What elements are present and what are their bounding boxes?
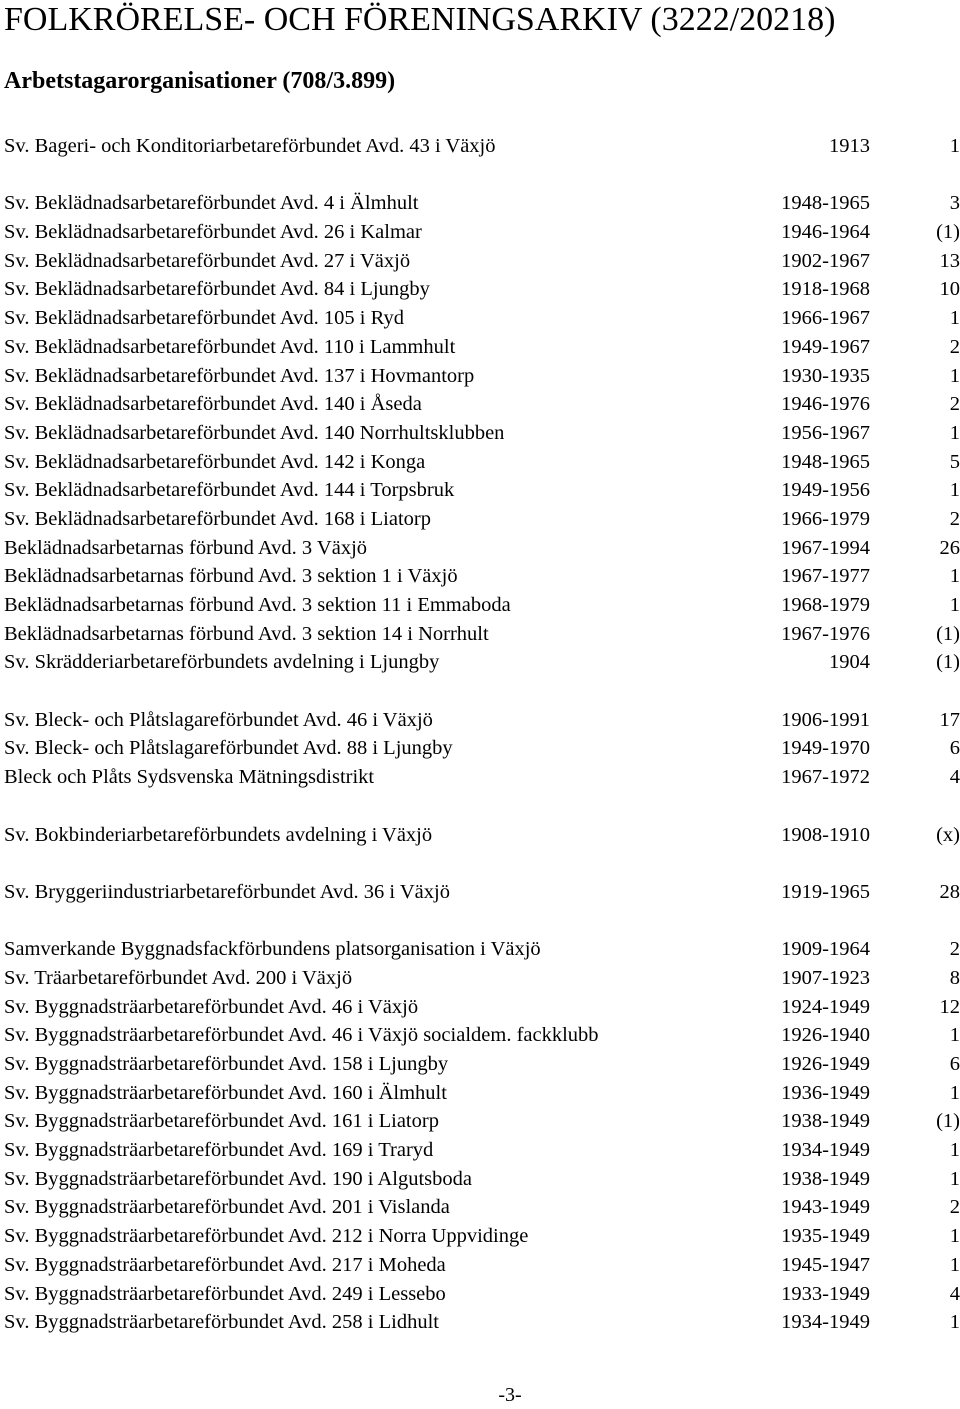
organisation-name: Bleck och Plåts Sydsvenska Mätningsdistrikt (4, 766, 375, 789)
organisation-name: Sv. Skrädderiarbetareförbundets avdelning i Ljungby (4, 651, 440, 674)
date-range: 1918-1968 (781, 278, 870, 301)
archive-row (4, 935, 960, 964)
archive-row (4, 648, 960, 677)
volume-count: 1 (949, 565, 960, 588)
archive-row (4, 620, 960, 649)
organisation-name: Sv. Beklädnadsarbetareförbundet Avd. 110 i Lammhult (4, 335, 456, 358)
organisation-name: Sv. Beklädnadsarbetareförbundet Avd. 142 i Konga (4, 450, 426, 473)
archive-group (4, 878, 960, 907)
archive-row (4, 275, 960, 304)
archive-row (4, 476, 960, 505)
volume-count: 1 (949, 1024, 960, 1047)
archive-row (4, 964, 960, 993)
organisation-name: Sv. Beklädnadsarbetareförbundet Avd. 84 i Ljungby (4, 278, 430, 301)
archive-row (4, 1251, 960, 1280)
volume-count: (1) (936, 221, 960, 244)
archive-row (4, 505, 960, 534)
organisation-name: Sv. Beklädnadsarbetareförbundet Avd. 144 i Torpsbruk (4, 479, 455, 502)
organisation-name: Sv. Beklädnadsarbetareförbundet Avd. 140 Norrhultsklubben (4, 421, 505, 444)
archive-row (4, 362, 960, 391)
archive-row (4, 189, 960, 218)
date-range: 1926-1949 (781, 1053, 870, 1075)
archive-row (4, 1136, 960, 1165)
volume-count: 1 (949, 421, 960, 444)
organisation-name: Sv. Byggnadsträarbetareförbundet Avd. 190 i Algutsboda (4, 1167, 472, 1190)
date-range: 1938-1949 (781, 1167, 870, 1190)
archive-group (4, 706, 960, 792)
archive-row (4, 763, 960, 792)
date-range: 1936-1949 (781, 1081, 870, 1104)
date-range: 1956-1967 (781, 421, 870, 444)
date-range: 1904 (829, 651, 870, 674)
archive-row (4, 591, 960, 620)
organisation-name: Sv. Byggnadsträarbetareförbundet Avd. 217 i Moheda (4, 1253, 446, 1276)
organisation-name: Beklädnadsarbetarnas förbund Avd. 3 sektion 11 i Emmaboda (4, 594, 511, 616)
volume-count: 1 (949, 135, 960, 157)
organisation-name: Sv. Byggnadsträarbetareförbundet Avd. 160 i Älmhult (4, 1081, 447, 1104)
volume-count: 8 (949, 966, 960, 989)
date-range: 1930-1935 (781, 364, 870, 387)
date-range: 1902-1967 (781, 249, 870, 272)
archive-row (4, 821, 960, 850)
volume-count: 1 (949, 364, 960, 387)
organisation-name: Sv. Byggnadsträarbetareförbundet Avd. 201 i Vislanda (4, 1196, 450, 1219)
archive-row (4, 1165, 960, 1194)
volume-count: 4 (949, 766, 960, 789)
organisation-name: Sv. Byggnadsträarbetareförbundet Avd. 161 i Liatorp (4, 1110, 439, 1133)
volume-count: 2 (949, 507, 960, 530)
organisation-name: Sv. Bageri- och Konditoriarbetareförbundet Avd. 43 i Växjö (4, 135, 496, 157)
volume-count: 26 (939, 536, 960, 559)
archive-row (4, 1021, 960, 1050)
date-range: 1935-1949 (781, 1225, 870, 1248)
date-range: 1949-1956 (781, 479, 870, 502)
volume-count: 2 (949, 335, 960, 358)
volume-count: 1 (949, 1167, 960, 1190)
date-range: 1946-1976 (781, 393, 870, 416)
organisation-name: Sv. Beklädnadsarbetareförbundet Avd. 27 i Växjö (4, 249, 411, 272)
archive-row (4, 419, 960, 448)
organisation-name: Beklädnadsarbetarnas förbund Avd. 3 sektion 1 i Växjö (4, 565, 458, 588)
archive-row (4, 734, 960, 763)
organisation-name: Sv. Bokbinderiarbetareförbundets avdelning i Växjö (4, 823, 433, 846)
volume-count: 4 (949, 1282, 960, 1305)
date-range: 1934-1949 (781, 1311, 870, 1334)
organisation-name: Sv. Byggnadsträarbetareförbundet Avd. 46 i Växjö (4, 995, 419, 1018)
date-range: 1967-1976 (781, 622, 870, 645)
date-range: 1966-1979 (781, 507, 870, 530)
archive-row (4, 390, 960, 419)
volume-count: 6 (949, 737, 960, 760)
archive-row (4, 1079, 960, 1108)
volume-count: 10 (939, 278, 960, 301)
archive-row (4, 218, 960, 247)
archive-row (4, 247, 960, 276)
date-range: 1934-1949 (781, 1139, 870, 1162)
archive-row (4, 878, 960, 907)
organisation-name: Sv. Byggnadsträarbetareförbundet Avd. 249 i Lessebo (4, 1282, 446, 1305)
archive-row (4, 706, 960, 735)
organisation-name: Sv. Beklädnadsarbetareförbundet Avd. 168 i Liatorp (4, 507, 431, 530)
archive-group (4, 821, 960, 850)
organisation-name: Samverkande Byggnadsfackförbundens platsorganisation i Växjö (4, 938, 541, 961)
archive-group (4, 935, 960, 1337)
section-heading: Arbetstagarorganisationer (708/3.899) (4, 68, 396, 94)
archive-row (4, 562, 960, 591)
date-range: 1966-1967 (781, 307, 870, 330)
date-range: 1919-1965 (781, 880, 870, 903)
organisation-name: Sv. Beklädnadsarbetareförbundet Avd. 140 i Åseda (4, 393, 422, 416)
volume-count: 1 (949, 594, 960, 616)
archive-list (4, 132, 960, 1366)
volume-count: (1) (936, 622, 960, 645)
volume-count: (x) (936, 823, 960, 846)
volume-count: (1) (936, 1110, 960, 1133)
volume-count: 1 (949, 1225, 960, 1248)
archive-row (4, 534, 960, 563)
volume-count: 1 (949, 479, 960, 502)
date-range: 1967-1994 (781, 536, 870, 559)
organisation-name: Beklädnadsarbetarnas förbund Avd. 3 Växjö (4, 536, 368, 559)
organisation-name: Sv. Byggnadsträarbetareförbundet Avd. 258 i Lidhult (4, 1311, 439, 1334)
volume-count: 3 (949, 192, 960, 215)
volume-count: 5 (949, 450, 960, 473)
volume-count: 1 (949, 1253, 960, 1276)
archive-row (4, 1222, 960, 1251)
date-range: 1949-1967 (781, 335, 870, 358)
organisation-name: Sv. Träarbetareförbundet Avd. 200 i Växjö (4, 966, 353, 989)
page-number: -3- (498, 1384, 522, 1406)
volume-count: 6 (949, 1053, 960, 1075)
date-range: 1906-1991 (781, 708, 870, 731)
organisation-name: Beklädnadsarbetarnas förbund Avd. 3 sektion 14 i Norrhult (4, 622, 489, 645)
volume-count: 28 (939, 880, 960, 903)
date-range: 1909-1964 (781, 938, 870, 961)
archive-row (4, 448, 960, 477)
organisation-name: Sv. Bleck- och Plåtslagareförbundet Avd. 88 i Ljungby (4, 737, 453, 760)
volume-count: 2 (949, 938, 960, 961)
organisation-name: Sv. Byggnadsträarbetareförbundet Avd. 212 i Norra Uppvidinge (4, 1225, 529, 1248)
archive-row (4, 304, 960, 333)
organisation-name: Sv. Beklädnadsarbetareförbundet Avd. 105 i Ryd (4, 307, 404, 330)
date-range: 1949-1970 (781, 737, 870, 760)
volume-count: 12 (939, 995, 960, 1018)
archive-row (4, 1193, 960, 1222)
organisation-name: Sv. Byggnadsträarbetareförbundet Avd. 169 i Traryd (4, 1139, 434, 1162)
volume-count: (1) (936, 651, 960, 674)
archive-row (4, 333, 960, 362)
date-range: 1948-1965 (781, 450, 870, 473)
date-range: 1933-1949 (781, 1282, 870, 1305)
date-range: 1938-1949 (781, 1110, 870, 1133)
volume-count: 1 (949, 307, 960, 330)
page-title: FOLKRÖRELSE- OCH FÖRENINGSARKIV (3222/20218) (4, 1, 836, 38)
organisation-name: Sv. Beklädnadsarbetareförbundet Avd. 26 i Kalmar (4, 221, 422, 244)
date-range: 1908-1910 (781, 823, 870, 846)
archive-group (4, 132, 960, 161)
volume-count: 17 (939, 708, 960, 731)
archive-row (4, 993, 960, 1022)
archive-row (4, 132, 960, 161)
archive-row (4, 1050, 960, 1079)
date-range: 1924-1949 (781, 995, 870, 1018)
volume-count: 13 (939, 249, 960, 272)
organisation-name: Sv. Bryggeriindustriarbetareförbundet Avd. 36 i Växjö (4, 880, 450, 903)
date-range: 1943-1949 (781, 1196, 870, 1219)
volume-count: 1 (949, 1139, 960, 1162)
volume-count: 2 (949, 393, 960, 416)
archive-group (4, 189, 960, 677)
date-range: 1907-1923 (781, 966, 870, 989)
date-range: 1945-1947 (781, 1253, 870, 1276)
organisation-name: Sv. Byggnadsträarbetareförbundet Avd. 158 i Ljungby (4, 1053, 449, 1075)
archive-row (4, 1308, 960, 1337)
archive-row (4, 1280, 960, 1309)
archive-row (4, 1107, 960, 1136)
organisation-name: Sv. Bleck- och Plåtslagareförbundet Avd. 46 i Växjö (4, 708, 433, 731)
organisation-name: Sv. Byggnadsträarbetareförbundet Avd. 46 i Växjö socialdem. fackklubb (4, 1024, 599, 1047)
date-range: 1926-1940 (781, 1024, 870, 1047)
date-range: 1946-1964 (781, 221, 870, 244)
volume-count: 1 (949, 1081, 960, 1104)
organisation-name: Sv. Beklädnadsarbetareförbundet Avd. 137 i Hovmantorp (4, 364, 475, 387)
date-range: 1968-1979 (781, 594, 870, 616)
organisation-name: Sv. Beklädnadsarbetareförbundet Avd. 4 i Älmhult (4, 192, 419, 215)
date-range: 1948-1965 (781, 192, 870, 215)
date-range: 1967-1972 (781, 766, 870, 789)
date-range: 1913 (829, 135, 870, 157)
volume-count: 1 (949, 1311, 960, 1334)
volume-count: 2 (949, 1196, 960, 1219)
date-range: 1967-1977 (781, 565, 870, 588)
